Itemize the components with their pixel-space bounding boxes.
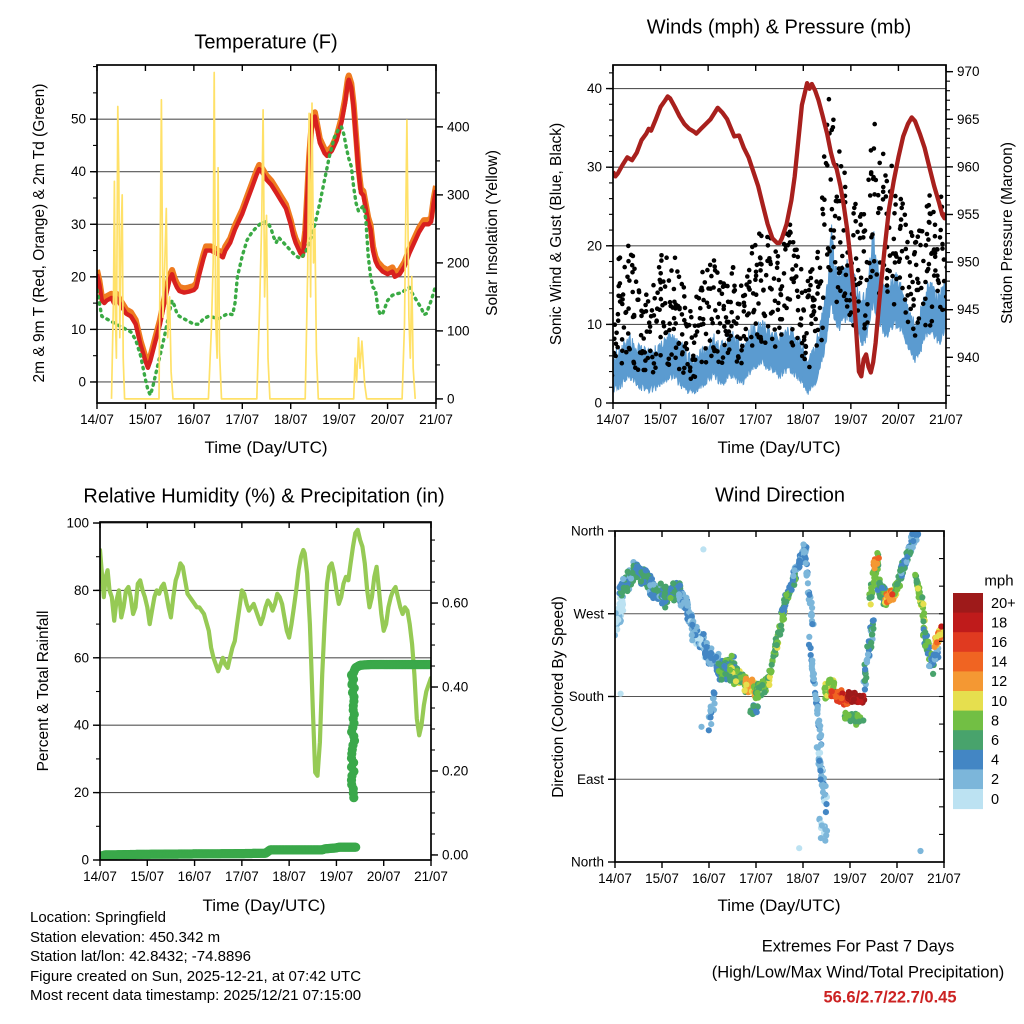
svg-text:940: 940 <box>957 349 980 365</box>
svg-text:0: 0 <box>594 395 602 411</box>
figure-created-timestamp: Figure created on Sun, 2025-12-21, at 07:42 UTC <box>30 967 362 985</box>
svg-text:17/07: 17/07 <box>224 869 259 884</box>
station-info <box>30 908 361 1006</box>
svg-text:West: West <box>573 606 604 622</box>
svg-text:15/07: 15/07 <box>643 412 678 427</box>
svg-text:17/07: 17/07 <box>739 871 773 886</box>
svg-text:21/07: 21/07 <box>414 869 448 884</box>
temperature-yaxis-right-label: Solar Insolation (Yellow) <box>484 150 501 316</box>
svg-text:15/07: 15/07 <box>645 871 679 886</box>
svg-text:400: 400 <box>447 119 470 135</box>
svg-text:0: 0 <box>81 852 89 868</box>
rh-precip-chart-title: Relative Humidity (%) & Precipitation (in) <box>83 485 445 508</box>
svg-text:8: 8 <box>991 713 1000 730</box>
svg-text:20/07: 20/07 <box>880 871 914 886</box>
svg-text:0: 0 <box>447 391 455 407</box>
svg-text:19/07: 19/07 <box>833 412 868 427</box>
svg-text:0: 0 <box>78 374 86 390</box>
svg-text:4: 4 <box>991 752 1000 769</box>
svg-text:100: 100 <box>66 515 89 531</box>
station-elevation: Station elevation: 450.342 m <box>30 928 221 946</box>
svg-text:2: 2 <box>991 772 1000 789</box>
svg-text:0.40: 0.40 <box>442 679 469 695</box>
winds-yaxis-right-label: Station Pressure (Maroon) <box>999 142 1016 324</box>
svg-text:19/07: 19/07 <box>833 871 867 886</box>
svg-text:20/07: 20/07 <box>370 412 405 427</box>
svg-text:14/07: 14/07 <box>596 412 630 427</box>
svg-text:South: South <box>568 689 604 704</box>
svg-text:17/07: 17/07 <box>738 412 773 427</box>
svg-text:14: 14 <box>991 654 1008 671</box>
svg-text:East: East <box>576 771 604 787</box>
svg-text:19/07: 19/07 <box>322 412 357 427</box>
svg-text:0.60: 0.60 <box>442 595 469 611</box>
svg-text:20: 20 <box>70 269 86 285</box>
svg-text:300: 300 <box>447 187 470 203</box>
svg-text:20: 20 <box>586 238 602 254</box>
svg-text:17/07: 17/07 <box>225 412 260 427</box>
station-location: Location: Springfield <box>30 909 166 926</box>
wind-direction-xaxis-label: Time (Day/UTC) <box>717 896 841 915</box>
svg-text:20/07: 20/07 <box>881 412 916 427</box>
winds-xaxis-label: Time (Day/UTC) <box>717 438 841 457</box>
svg-text:16/07: 16/07 <box>176 412 211 427</box>
svg-text:18/07: 18/07 <box>786 412 821 427</box>
svg-text:19/07: 19/07 <box>319 869 354 884</box>
svg-text:21/07: 21/07 <box>419 412 453 427</box>
svg-text:10: 10 <box>991 693 1008 710</box>
svg-text:0: 0 <box>991 791 1000 808</box>
svg-text:30: 30 <box>586 159 602 175</box>
svg-text:16/07: 16/07 <box>177 869 212 884</box>
wind-direction-yaxis-label: Direction (Colored By Speed) <box>550 596 567 798</box>
svg-text:16: 16 <box>991 635 1008 651</box>
svg-text:970: 970 <box>957 64 980 80</box>
rh-xaxis-label: Time (Day/UTC) <box>202 896 326 915</box>
svg-text:12: 12 <box>991 674 1008 691</box>
svg-text:18/07: 18/07 <box>272 869 307 884</box>
extremes-title: Extremes For Past 7 Days <box>761 937 955 956</box>
extremes-values: 56.6/2.7/22.7/0.45 <box>823 988 957 1007</box>
svg-text:18/07: 18/07 <box>273 412 308 427</box>
temperature-chart-title: Temperature (F) <box>194 31 338 54</box>
svg-text:100: 100 <box>447 323 470 339</box>
svg-text:15/07: 15/07 <box>130 869 165 884</box>
svg-text:14/07: 14/07 <box>80 412 114 427</box>
svg-text:60: 60 <box>73 650 89 666</box>
svg-text:20/07: 20/07 <box>366 869 401 884</box>
svg-text:16/07: 16/07 <box>691 412 726 427</box>
svg-text:200: 200 <box>447 255 470 271</box>
svg-text:0.20: 0.20 <box>442 763 469 779</box>
svg-text:14/07: 14/07 <box>83 869 117 884</box>
svg-text:6: 6 <box>991 733 1000 749</box>
extremes-subtitle: (High/Low/Max Wind/Total Precipitation) <box>711 963 1005 982</box>
colorbar-title: mph <box>984 572 1014 590</box>
svg-text:945: 945 <box>957 302 980 318</box>
svg-text:21/07: 21/07 <box>927 871 961 886</box>
recent-data-timestamp: Most recent data timestamp: 2025/12/21 07:15:00 <box>30 987 362 1004</box>
svg-text:955: 955 <box>957 206 980 222</box>
svg-text:20: 20 <box>73 785 89 801</box>
svg-text:960: 960 <box>957 159 980 175</box>
svg-text:15/07: 15/07 <box>128 412 163 427</box>
temperature-yaxis-left-label: 2m & 9m T (Red, Orange) & 2m Td (Green) <box>31 83 48 383</box>
station-latlon: Station lat/lon: 42.8432; -74.8896 <box>30 948 252 965</box>
svg-text:965: 965 <box>957 111 980 127</box>
svg-text:10: 10 <box>586 316 602 332</box>
svg-text:North: North <box>570 854 604 870</box>
svg-text:18: 18 <box>991 615 1008 632</box>
rh-yaxis-left-label: Percent & Total Rainfall <box>35 610 52 772</box>
svg-text:50: 50 <box>70 111 86 127</box>
svg-text:18/07: 18/07 <box>786 871 820 886</box>
svg-text:40: 40 <box>586 81 602 97</box>
svg-text:14/07: 14/07 <box>598 871 632 886</box>
svg-text:16/07: 16/07 <box>692 871 726 886</box>
temperature-xaxis-label: Time (Day/UTC) <box>204 438 328 457</box>
svg-text:20+: 20+ <box>991 595 1016 612</box>
winds-pressure-chart-title: Winds (mph) & Pressure (mb) <box>646 16 912 39</box>
wind-direction-chart-title: Wind Direction <box>714 484 846 507</box>
svg-text:0.00: 0.00 <box>442 847 469 863</box>
svg-text:30: 30 <box>70 216 86 232</box>
svg-text:80: 80 <box>73 582 89 598</box>
svg-text:950: 950 <box>957 254 980 270</box>
svg-text:21/07: 21/07 <box>929 412 963 427</box>
svg-text:10: 10 <box>70 321 86 337</box>
winds-yaxis-left-label: Sonic Wind & Gust (Blue, Black) <box>548 122 565 346</box>
svg-text:40: 40 <box>73 717 89 733</box>
svg-text:North: North <box>570 523 604 539</box>
svg-text:40: 40 <box>70 164 86 180</box>
